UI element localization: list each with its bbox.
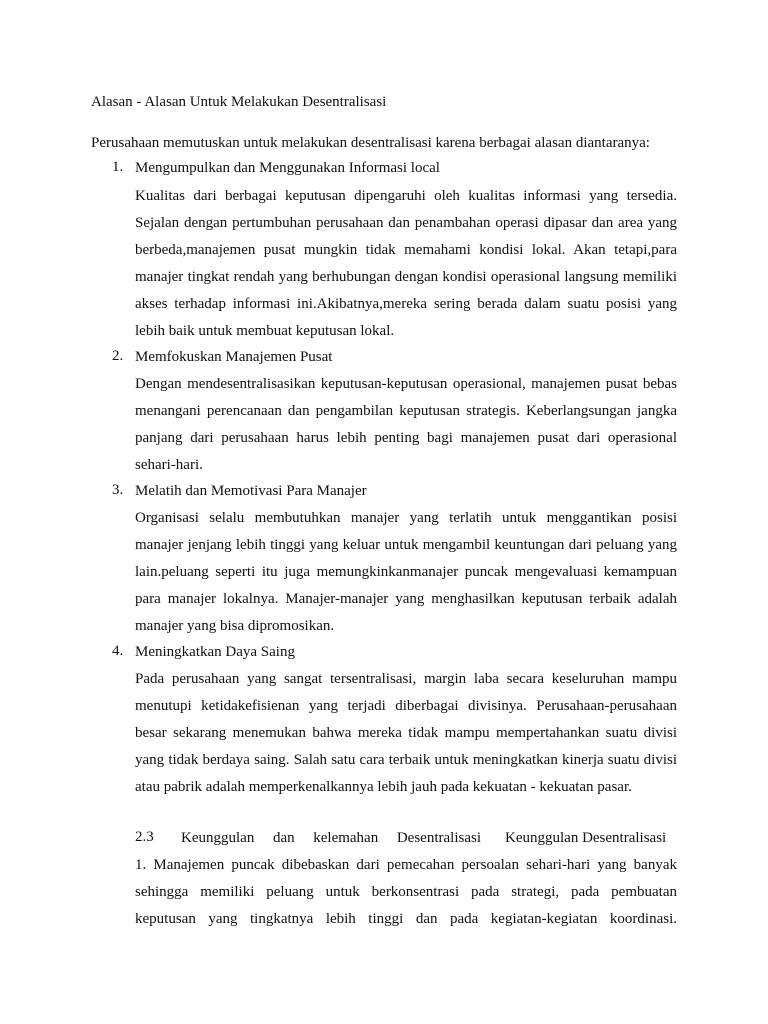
paragraph-line: menangani perencanaan dan pengambilan keputusan strategis. Keberlangsungan jangka [135, 403, 677, 419]
paragraph-line: 1. Manajemen puncak dibebaskan dari pemecahan persoalan sehari-hari yang banyak [135, 857, 677, 873]
paragraph-line: manajer yang bisa dipromosikan. [135, 618, 335, 634]
list-item-heading: Melatih dan Memotivasi Para Manajer [135, 483, 367, 499]
list-number: 2. [112, 348, 124, 364]
paragraph-line: Sejalan dengan pertumbuhan perusahaan dan penambahan operasi dipasar dan area yang [135, 215, 677, 231]
list-number: 1. [112, 159, 124, 175]
paragraph-line: sehari-hari. [135, 457, 203, 473]
paragraph-line: lebih baik untuk membuat keputusan lokal. [135, 323, 395, 339]
paragraph-line: Pada perusahaan yang sangat tersentralisasi, margin laba secara keseluruhan mampu [135, 671, 677, 687]
paragraph-line: para manajer lokalnya. Manajer-manajer yang menghasilkan keputusan terbaik adalah [135, 591, 677, 607]
list-number: 4. [112, 643, 124, 659]
paragraph-line: manajer tingkat rendah yang berhubungan dengan kondisi operasional langsung memiliki [135, 269, 677, 285]
paragraph-line: yang tidak berdaya saing. Salah satu cara terbaik untuk meningkatkan kinerja suatu divisi [135, 752, 677, 768]
intro-paragraph: Perusahaan memutuskan untuk melakukan desentralisasi karena berbagai alasan diantaranya: [91, 135, 650, 151]
section-subtitle: Keunggulan Desentralisasi [505, 830, 667, 846]
page-title: Alasan - Alasan Untuk Melakukan Desentralisasi [91, 94, 387, 110]
list-item-heading: Memfokuskan Manajemen Pusat [135, 349, 333, 365]
paragraph-line: berbeda,manajemen pusat mungkin tidak memahami kondisi lokal. Akan tetapi,para [135, 242, 677, 258]
paragraph-line: Kualitas dari berbagai keputusan dipengaruhi oleh kualitas informasi yang tersedia. [135, 188, 677, 204]
list-item-heading: Meningkatkan Daya Saing [135, 644, 295, 660]
section-number: 2.3 [135, 829, 154, 845]
list-item-heading: Mengumpulkan dan Menggunakan Informasi local [135, 160, 440, 176]
list-number: 3. [112, 482, 124, 498]
paragraph-line: lain.peluang seperti itu juga memungkinkanmanajer puncak mengevaluasi kemampuan [135, 564, 677, 580]
paragraph-line: panjang dari perusahaan harus lebih penting bagi manajemen pusat dari operasional [135, 430, 677, 446]
paragraph-line: Organisasi selalu membutuhkan manajer yang terlatih untuk menggantikan posisi [135, 510, 677, 526]
paragraph-line: manajer jenjang lebih tinggi yang keluar untuk mengambil keuntungan dari peluang yang [135, 537, 677, 553]
paragraph-line: sehingga memiliki peluang untuk berkonsentrasi pada strategi, pada pembuatan [135, 884, 677, 900]
paragraph-line: akses terhadap informasi ini.Akibatnya,mereka sering berada dalam suatu posisi yang [135, 296, 677, 312]
paragraph-line: menutupi ketidakefisienan yang terjadi diberbagai divisinya. Perusahaan-perusahaan [135, 698, 677, 714]
paragraph-line: besar sekarang menemukan bahwa mereka tidak mampu mempertahankan suatu divisi [135, 725, 677, 741]
section-title: Keunggulan dan kelemahan Desentralisasi [181, 830, 481, 846]
paragraph-line: atau pabrik adalah memperkenalkannya lebih jauh pada kekuatan - kekuatan pasar. [135, 779, 632, 795]
paragraph-line: Dengan mendesentralisasikan keputusan-keputusan operasional, manajemen pusat bebas [135, 376, 677, 392]
paragraph-line: keputusan yang tingkatnya lebih tinggi dan pada kegiatan-kegiatan koordinasi. [135, 911, 677, 927]
